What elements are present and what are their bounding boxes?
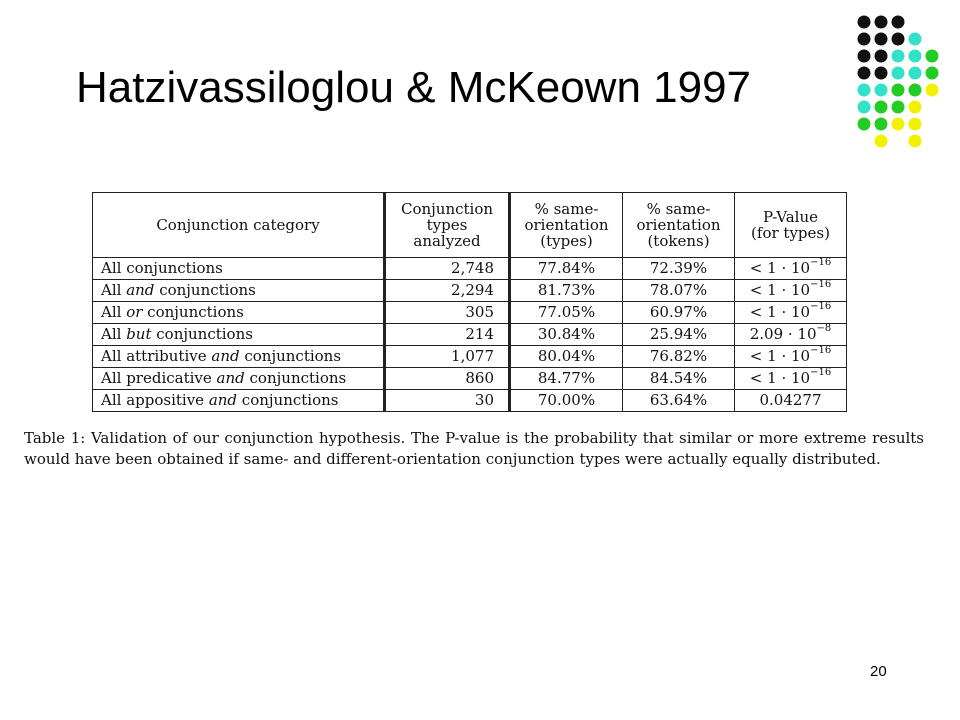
p-value-exponent: −16 (810, 279, 832, 290)
category-text-end: conjunctions (151, 325, 253, 343)
cell-so-tokens: 60.97% (623, 302, 735, 324)
category-emphasis: and (208, 391, 238, 409)
header-same-orientation-types (510, 193, 623, 258)
table-row (93, 346, 847, 368)
cell-p-value (735, 368, 847, 390)
cell-so-types: 77.84% (510, 258, 623, 280)
category-emphasis: and (216, 369, 245, 387)
p-value-base: < 1 · 10 (749, 369, 811, 387)
decorative-dot (875, 101, 888, 114)
results-table-container (92, 192, 847, 414)
cell-category (93, 258, 385, 280)
cell-so-tokens: 25.94% (623, 324, 735, 346)
category-text: All appositive (101, 391, 209, 409)
header-so-tokens-line-2: orientation (636, 216, 721, 234)
category-text: All (101, 325, 127, 343)
category-text: All conjunctions (101, 259, 223, 277)
conjunction-validation-table (92, 192, 847, 412)
decorative-dot (909, 33, 922, 46)
header-types-analyzed (385, 193, 510, 258)
cell-so-types: 81.73% (510, 280, 623, 302)
cell-types: 2,294 (385, 280, 510, 302)
table-header-row (93, 193, 847, 258)
header-category-label: Conjunction category (156, 216, 320, 234)
table-row (93, 280, 847, 302)
category-text-end: conjunctions (154, 281, 256, 299)
header-so-types-line-2: orientation (524, 216, 609, 234)
category-text: All predicative (101, 369, 217, 387)
cell-so-tokens: 78.07% (623, 280, 735, 302)
decorative-dot (892, 16, 905, 29)
decorative-dot (909, 101, 922, 114)
decorative-dot (875, 67, 888, 80)
cell-so-tokens: 63.64% (623, 390, 735, 412)
decorative-dot (909, 118, 922, 131)
cell-p-value (735, 346, 847, 368)
slide-title: Hatzivassiloglou & McKeown 1997 (76, 63, 752, 112)
decorative-dot (875, 135, 888, 148)
cell-so-types: 80.04% (510, 346, 623, 368)
decorative-dot (892, 84, 905, 97)
category-text-end: conjunctions (244, 369, 347, 387)
table-row (93, 390, 847, 412)
decorative-dot (926, 84, 939, 97)
decorative-dot (858, 16, 871, 29)
decorative-dot (858, 50, 871, 63)
cell-types: 2,748 (385, 258, 510, 280)
category-emphasis: and (211, 347, 240, 365)
decorative-dot (858, 118, 871, 131)
cell-types: 305 (385, 302, 510, 324)
cell-category (93, 302, 385, 324)
cell-category (93, 324, 385, 346)
header-types-line-3: analyzed (413, 232, 481, 250)
cell-category (93, 368, 385, 390)
decorative-dot (875, 16, 888, 29)
decorative-dot (858, 84, 871, 97)
decorative-dot (926, 50, 939, 63)
cell-p-value (735, 302, 847, 324)
p-value-exponent: −16 (810, 257, 832, 268)
p-value-exponent: −16 (810, 345, 832, 356)
cell-so-tokens: 84.54% (623, 368, 735, 390)
header-types-line-1: Conjunction (400, 200, 494, 218)
cell-so-types: 77.05% (510, 302, 623, 324)
cell-p-value (735, 390, 847, 412)
header-types-line-2: types (426, 216, 468, 234)
p-value-base: < 1 · 10 (749, 259, 811, 277)
decorative-dot (909, 50, 922, 63)
cell-types: 1,077 (385, 346, 510, 368)
category-text-end: conjunctions (142, 303, 244, 321)
decorative-dot (892, 118, 905, 131)
decorative-dot (892, 101, 905, 114)
decorative-dot (875, 33, 888, 46)
header-so-types-line-1: % same- (534, 200, 599, 218)
header-category (93, 193, 385, 258)
page-number: 20 (870, 663, 887, 680)
p-value-base: 0.04277 (759, 391, 822, 409)
decorative-dot (858, 67, 871, 80)
cell-so-types: 30.84% (510, 324, 623, 346)
cell-so-types: 84.77% (510, 368, 623, 390)
decorative-dot (875, 84, 888, 97)
decorative-dot (909, 135, 922, 148)
cell-p-value (735, 324, 847, 346)
cell-so-types: 70.00% (510, 390, 623, 412)
table-row (93, 302, 847, 324)
p-value-base: < 1 · 10 (749, 347, 811, 365)
cell-types: 214 (385, 324, 510, 346)
table-row (93, 368, 847, 390)
p-value-base: < 1 · 10 (749, 303, 811, 321)
p-value-exponent: −16 (810, 367, 832, 378)
cell-p-value (735, 280, 847, 302)
category-text: All (101, 281, 127, 299)
header-so-tokens-line-3: (tokens) (647, 232, 710, 250)
category-text-end: conjunctions (239, 347, 342, 365)
header-so-tokens-line-1: % same- (646, 200, 711, 218)
table-row (93, 258, 847, 280)
p-value-exponent: −8 (816, 323, 832, 334)
category-text-end: conjunctions (237, 391, 339, 409)
decorative-dot (875, 50, 888, 63)
decorative-dot (858, 101, 871, 114)
category-emphasis: or (126, 303, 143, 321)
cell-category (93, 280, 385, 302)
cell-p-value (735, 258, 847, 280)
header-so-types-line-3: (types) (540, 232, 593, 250)
p-value-base: 2.09 · 10 (749, 325, 817, 343)
table-body (93, 258, 847, 412)
header-same-orientation-tokens (623, 193, 735, 258)
decorative-dot (892, 67, 905, 80)
header-p-value (735, 193, 847, 258)
category-text: All (101, 303, 127, 321)
cell-category (93, 390, 385, 412)
decorative-dot (892, 33, 905, 46)
p-value-base: < 1 · 10 (749, 281, 811, 299)
category-text: All attributive (101, 347, 212, 365)
p-value-exponent: −16 (810, 301, 832, 312)
category-emphasis: but (126, 325, 152, 343)
cell-so-tokens: 72.39% (623, 258, 735, 280)
decorative-dot (909, 67, 922, 80)
table-caption: Table 1: Validation of our conjunction hypothesis. The P-value is the probability that similar or more extreme results would have been obtained if same- and different-orientation conjunction types were actually equally distributed. (24, 429, 924, 468)
decorative-dot (858, 33, 871, 46)
decorative-dot-grid (850, 12, 950, 157)
header-pvalue-line-2: (for types) (751, 224, 830, 242)
cell-so-tokens: 76.82% (623, 346, 735, 368)
cell-types: 860 (385, 368, 510, 390)
cell-types: 30 (385, 390, 510, 412)
category-emphasis: and (126, 281, 155, 299)
header-pvalue-line-1: P-Value (763, 208, 818, 226)
cell-category (93, 346, 385, 368)
decorative-dot (909, 84, 922, 97)
table-row (93, 324, 847, 346)
decorative-dot (875, 118, 888, 131)
decorative-dot (892, 50, 905, 63)
decorative-dot (926, 67, 939, 80)
